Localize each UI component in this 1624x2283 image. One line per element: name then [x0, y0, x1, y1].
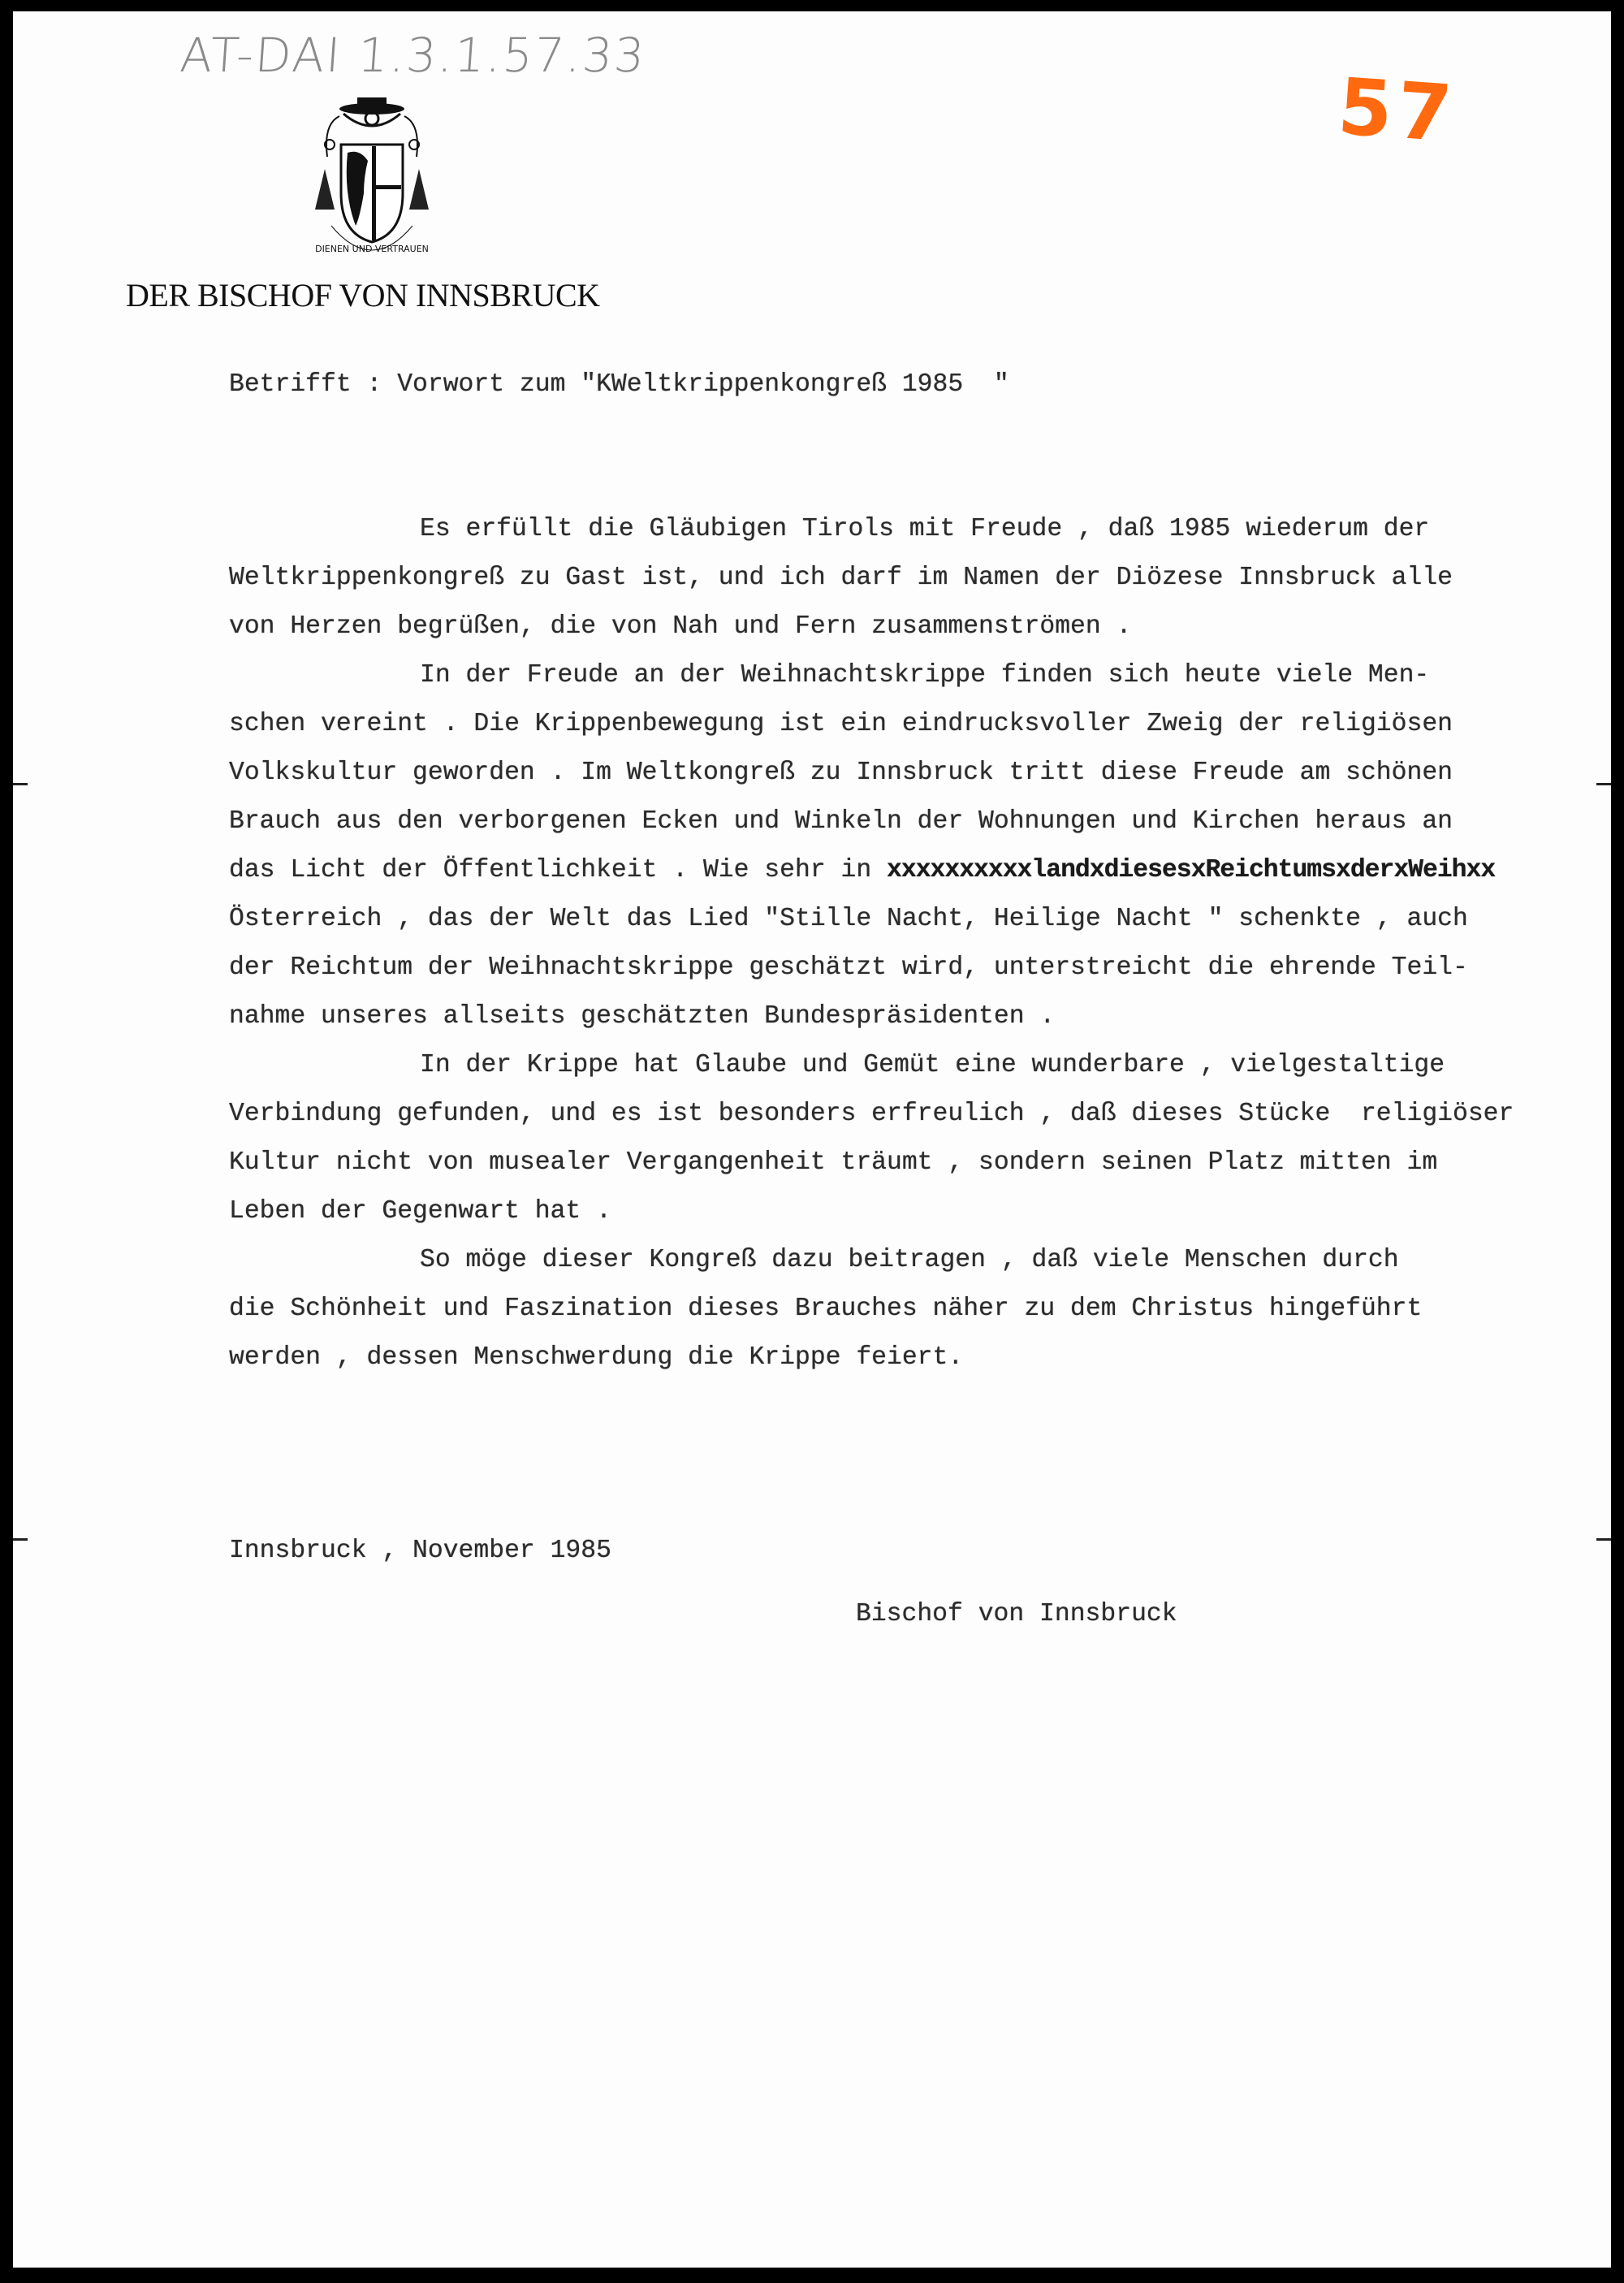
body-line — [229, 1100, 1514, 1128]
body-line-text: von Herzen begrüßen, die von Nah und Fern zusammenströmen . — [229, 612, 1132, 641]
body-line — [229, 807, 1453, 836]
body-line — [229, 612, 1131, 641]
letterhead: DER BISCHOF VON INNSBRUCK — [126, 277, 600, 313]
body-line-text: Brauch aus den verborgenen Ecken und Winkeln der Wohnungen und Kirchen heraus an — [229, 807, 1453, 836]
body-line-text: schen vereint . Die Krippenbewegung ist ein eindrucksvoller Zweig der religiösen — [229, 710, 1453, 738]
body-line-text: werden , dessen Menschwerdung die Krippe feiert. — [229, 1343, 964, 1372]
coat-of-arms-icon — [299, 96, 445, 258]
body-line-text: Volkskultur geworden . Im Weltkongreß zu Innsbruck tritt diese Freude am schönen — [229, 759, 1453, 787]
body-line-text: In der Freude an der Weihnachtskrippe finden sich heute viele Men- — [420, 661, 1430, 690]
archive-signature: AT-DAI 1.3.1.57.33 — [178, 28, 648, 83]
place-date: Innsbruck , November 1985 — [229, 1537, 611, 1565]
paper-sheet — [13, 11, 1611, 2268]
signature-line: Bischof von Innsbruck — [856, 1600, 1177, 1628]
body-line-text: das Licht der Öffentlichkeit . Wie sehr in — [229, 856, 888, 884]
body-line — [229, 1148, 1437, 1177]
body-line-text: die Schönheit und Faszination dieses Brauches näher zu dem Christus hingeführt — [229, 1295, 1423, 1323]
body-line — [229, 953, 1468, 982]
body-line-text: Verbindung gefunden, und es ist besonders erfreulich , daß dieses Stücke religiöser — [229, 1100, 1514, 1128]
body-line-text: So möge dieser Kongreß dazu beitragen , daß viele Menschen durch — [420, 1246, 1399, 1274]
crest-motto: DIENEN UND VERTRAUEN — [315, 244, 429, 254]
body-line — [229, 1002, 1055, 1031]
body-line-text: der Reichtum der Weihnachtskrippe geschätzt wird, unterstreicht die ehrende Teil- — [229, 953, 1468, 982]
body-line-text: Weltkrippenkongreß zu Gast ist, und ich darf im Namen der Diözese Innsbruck alle — [229, 564, 1453, 592]
body-line-text: nahme unseres allseits geschätzten Bundespräsidenten . — [229, 1002, 1056, 1031]
fold-mark — [13, 1538, 28, 1541]
body-line — [229, 1197, 611, 1226]
fold-mark — [1596, 783, 1611, 785]
fold-mark — [13, 783, 28, 785]
body-line — [420, 1246, 1399, 1274]
body-line — [229, 1295, 1422, 1323]
body-line — [229, 759, 1453, 787]
body-line — [229, 710, 1453, 738]
struck-out-text: xxxxxxxxxxlandxdiesesxReichtumsxderxWeihxx — [887, 856, 1496, 884]
body-line — [229, 856, 1495, 884]
fold-mark — [1596, 1538, 1611, 1541]
body-line-text: Es erfüllt die Gläubigen Tirols mit Freude , daß 1985 wiederum der — [420, 515, 1430, 543]
body-line — [420, 515, 1429, 543]
body-line — [229, 564, 1453, 592]
body-line — [229, 905, 1468, 933]
body-line — [420, 1051, 1445, 1079]
body-line-text: Kultur nicht von musealer Vergangenheit träumt , sondern seinen Platz mitten im — [229, 1148, 1438, 1177]
body-line-text: Leben der Gegenwart hat . — [229, 1197, 611, 1226]
body-line-text: In der Krippe hat Glaube und Gemüt eine wunderbare , vielgestaltige — [420, 1051, 1445, 1079]
subject-line: Betrifft : Vorwort zum "KWeltkrippenkongreß 1985 " — [229, 370, 1009, 399]
body-line — [229, 1343, 963, 1372]
body-line-text: Österreich , das der Welt das Lied "Stille Nacht, Heilige Nacht " schenkte , auch — [229, 905, 1468, 933]
body-line — [420, 661, 1429, 690]
page-number: 57 — [1335, 61, 1460, 160]
